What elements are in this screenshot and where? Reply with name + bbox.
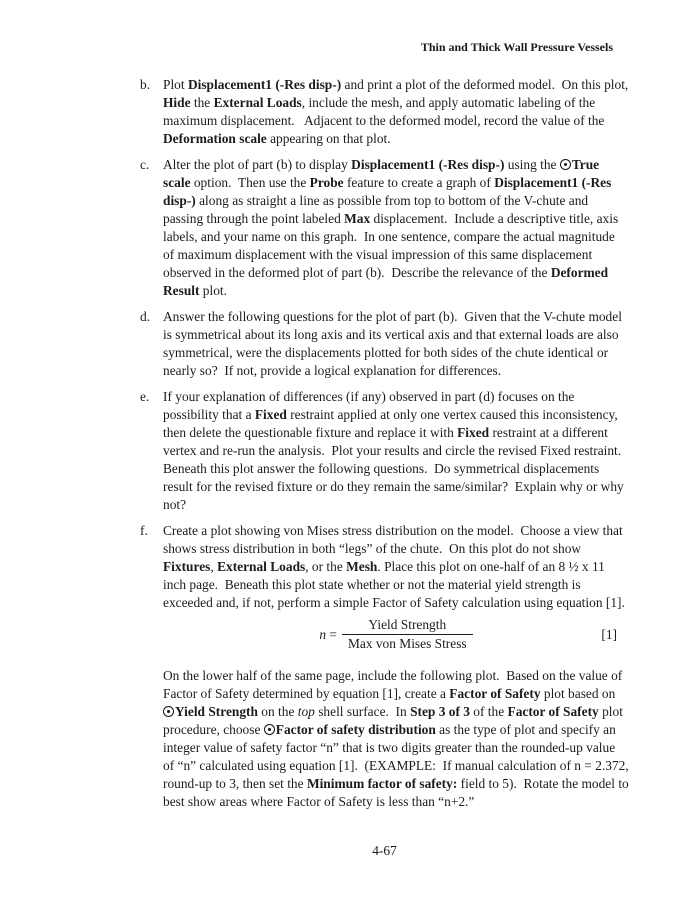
radio-selected-icon: [264, 724, 275, 735]
text-run: plot based on: [540, 686, 619, 701]
list-marker: b.: [140, 77, 151, 92]
list-marker: e.: [140, 389, 150, 404]
list-item-text: [163, 388, 629, 514]
content-area: [140, 76, 633, 811]
text-run: appearing on that plot.: [266, 131, 391, 146]
closing-paragraph: [163, 667, 633, 811]
text-run: Create a plot showing von Mises stress distribution on the model. Choose a view that shows stress distribution in both “legs” of the chute. On this plot do not show: [163, 523, 627, 556]
list-item-b: [140, 76, 632, 148]
text-run: Fixed: [254, 407, 287, 422]
list-item-paragraph: [163, 522, 629, 612]
equals-sign: =: [329, 626, 337, 642]
text-run: Displacement1 (-Res disp-): [187, 77, 342, 92]
text-run: . Place this plot on one-half of an 8 ½ x 11 inch page. Beneath this plot state whether or not the material yield strength is exceeded and, if not, perform a simple Factor of Safety calculation using equation [1].: [163, 559, 625, 610]
list-item-e: [140, 388, 629, 514]
text-run: option. Then use the: [190, 175, 310, 190]
text-run: Deformed Result: [163, 265, 612, 298]
text-run: plot procedure, choose: [163, 704, 627, 737]
text-run: Hide: [163, 95, 191, 110]
text-run: Factor of safety distribution: [275, 722, 436, 737]
text-run: restraint at a different vertex and re-run the analysis. Plot your results and circle the revised Fixed restraint. Beneath this plot answer the following questions. Do symmetrical displacements result for the revised fixture or do they remain the same/similar? Explain why or why not?: [163, 425, 628, 512]
text-run: Displacement1 (-Res disp-): [351, 157, 505, 172]
text-run: Plot: [163, 77, 188, 92]
text-run: as the type of plot and specify an integer value of safety factor “n” that is two digits greater than the rounded-up value of “n” calculated using equation [1]. (EXAMPLE: If manual calculation of n = 2.372, round-up to 3, then set the: [163, 722, 633, 791]
text-run: restraint applied at only one vertex caused this inconsistency, then delete the questionable fixture and replace it with: [163, 407, 622, 440]
radio-selected-icon: [560, 159, 571, 170]
text-run: feature to create a graph of: [343, 175, 495, 190]
equation-1: [163, 616, 629, 653]
list-item-f: [140, 522, 629, 659]
text-run: True scale: [163, 157, 603, 190]
text-run: Displacement1 (-Res disp-): [163, 175, 615, 208]
equation-lhs: [319, 626, 337, 644]
text-run: of the: [469, 704, 508, 719]
text-run: Fixtures: [163, 559, 211, 574]
text-run: on the: [257, 704, 298, 719]
text-run: Yield Strength: [175, 704, 258, 719]
list-item-text: [163, 308, 629, 380]
text-run: the: [190, 95, 214, 110]
text-run: plot.: [199, 283, 227, 298]
equation-reference-label: [1]: [601, 626, 617, 642]
list-marker: f.: [140, 523, 148, 538]
text-run: Step 3 of 3: [410, 704, 470, 719]
text-run: along as straight a line as possible from top to bottom of the V-chute and passing through the point labeled: [163, 193, 592, 226]
list-marker: d.: [140, 309, 151, 324]
text-run: Fixed: [457, 425, 490, 440]
list-item-c: [140, 156, 629, 300]
text-run: Factor of Safety: [449, 686, 541, 701]
equation-fraction: [342, 616, 473, 653]
equation-denominator: Max von Mises Stress: [342, 634, 473, 653]
list-item-text: [163, 522, 629, 659]
list-item-text: [163, 76, 632, 148]
text-run: Factor of Safety: [507, 704, 599, 719]
radio-selected-icon: [163, 706, 174, 717]
text-run: Minimum factor of safety:: [306, 776, 458, 791]
text-run: and print a plot of the deformed model. On this plot,: [341, 77, 632, 92]
text-run: shell surface. In: [314, 704, 411, 719]
text-run: , include the mesh, and apply automatic labeling of the maximum displacement. Adjacent to the deformed model, record the value of the: [163, 95, 608, 128]
text-run: field to 5). Rotate the model to best show areas where Factor of Safety is less than “n+2.”: [163, 776, 633, 809]
text-run: On the lower half of the same page, include the following plot. Based on the value of Factor of Safety determined by equation [1], create a: [163, 668, 626, 701]
page-number: 4-67: [372, 843, 397, 858]
list-item-d: [140, 308, 629, 380]
equation-variable: n: [319, 626, 327, 642]
text-run: Alter the plot of part (b) to display: [163, 157, 352, 172]
text-run: , or the: [305, 559, 347, 574]
text-run: Mesh: [346, 559, 378, 574]
text-run: Max: [344, 211, 371, 226]
text-run: ,: [210, 559, 218, 574]
text-run: Deformation scale: [163, 131, 267, 146]
list-item-text: [163, 156, 629, 300]
page-header-title: Thin and Thick Wall Pressure Vessels: [420, 40, 613, 54]
text-run: If your explanation of differences (if any) observed in part (d) focuses on the possibility that a: [163, 389, 578, 422]
text-run: Probe: [309, 175, 344, 190]
list-marker: c.: [140, 157, 150, 172]
text-run: External Loads: [217, 559, 306, 574]
text-run: displacement. Include a descriptive title, axis labels, and your name on this graph. In one sentence, compare the actual magnitude of maximum displacement with the visual impression of this same displacement observed in the deformed plot of part (b). Describe the relevance of the: [163, 211, 622, 280]
equation-numerator: Yield Strength: [368, 617, 447, 632]
text-run: Answer the following questions for the plot of part (b). Given that the V-chute model is symmetrical about its long axis and its vertical axis and that external loads are also symmetrical, were the displacements plotted for both sides of the chute identical or nearly so? If not, provide a logical explanation for differences.: [163, 309, 626, 378]
text-run: top: [297, 704, 315, 719]
text-run: using the: [504, 157, 560, 172]
text-run: External Loads: [213, 95, 302, 110]
